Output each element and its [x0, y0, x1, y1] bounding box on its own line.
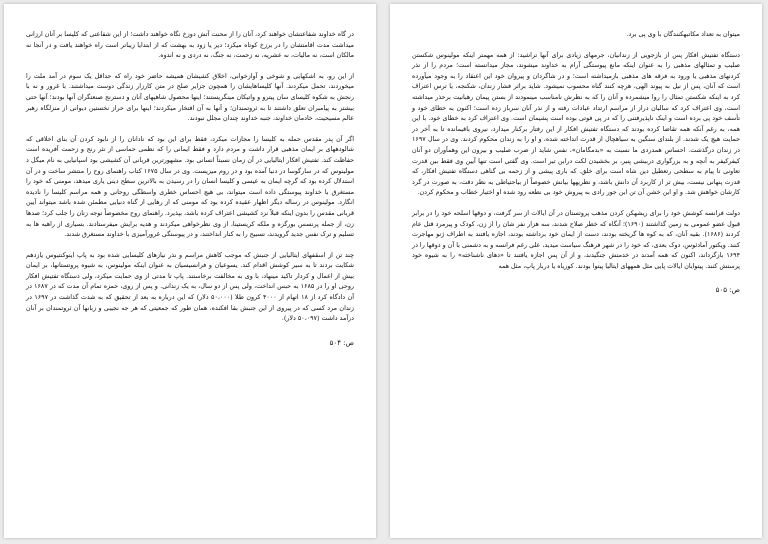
left-page — [4, 4, 376, 538]
paragraph: از این رو، به اشکهایی و شوخی و آوازخوانی، اخلاق کشیشان همیشه حاضر خود راه که حداقل یک سوم در آمد ملت را میخوردند، تحمل میکردند. آنها کلیساهایشان را همچون جزایر صلح در متن کارزار زندگی دوست میداشتند. با غرور و نه با رنجش به شکوه کلیسای سان پیترو و واتیکان مینگریستند؛ اینها محصول شاهیهای آنان و دسترنج صنعتگران آنها بودند؛ آنها حتی بیشتر به پیامبران تعلق داشتند تا به ثروتمندان؛ و آنها به آن افتخار میکردند؛ اینها برای حراز نخستین دیوانی از منزلگاه رهبر عالم مسیحیت، خادمان خداوند، جنبه خداوند چندان مجلل نبودند. — [26, 72, 354, 123]
paragraph: دستگاه تفتیش افکار پس از بازجویی از زندانیان، جرمهای زیادی برای آنها تراشید: از همه مهمتر اینکه مولینوس شکستن صلیب و تمثالهای مذهبی را به عنوان اینکه مانع پیوستگی آرام به خداوند میشوند، مجاز میدانسته است؛ مردم را از نذر کردنهای مذهبی یا ورود به فرقه های مذهبی بازمیداشته است؛ و در شاگردان و پیروان خود این اعتقاد را به وجود میآورده است که آنان، پس از نیل به پیوند الهی، هرچه کنند گناه محسوب نمیشود. شاید براثر فشار زندان، شکنجه، یا ترس اعتراف کرد به اینکه شکستن تمثال را روا میشمرده و آنان را که به نظرش نامناسب مینمودند از بستن پیمان رهبانیت برحذر میداشته است، وی اعتراف کرد که سالیان دراز از مراسم ارتداد عبادات رفته و از نذر آنان سرباز زده است؛ اکنون به خطای خود و تأسف خود پی برده است و اینک ناپذیرفتنی را که در پی فوتی بوده است پشیمان است. وی اعتراف کرد به خطای خود. با این همه، به رغم آنکه همه تقاضا کرده بودند که دستگاه تفتیش افکار از این رفتار برکنار میدارد، نیروی باقیمانده تا به آخر در حمایت هیچ یک شدند. از بلندای سنگین به سیاهچال از قدرت انداخته شده، و او را به زندان محکوم کردند. وی در سال ۱۶۹۷ در زندان درگذشت. احساس همدردی ما نسبت به «بدمگامان»، نفس شاید از ضرب صلیب و بیرون این وهمآوران دو آنان کیفرکیفر به آنچه و به بزرگواری دربیشی پنیر، بر بخشیدن لکت دراین تیر است. وی گفتی است تنها آیین وی فقط بین قدرت تعاونی تا پیام به سطحی رتعطیل دین شاه است برای خلق. که باری پیشی و از زحمه بی گناهی دستگاه تفتیش افکار، که قدرت پنهانی نیست، بیش تر از کاربرد آن دانش باشد، و نظریهها بیانش خصوصاً از بیاحتیاطی به نظر دقت، به صورت در گرد کارشان خواهش شد. و او این خشن آن تن این جور رادی به پیروش خود بی نطعه رود شده او اختیار خطاب و محکوم کردن. — [412, 51, 740, 197]
paragraph: چند تن از اسقفهای ایتالیایی از جنبش که موجب کاهش مراسم و نذر نیازهای کلیسایی شده بود به پاپ اینوکنتیوس یازدهم شکایت بردند تا به سیر کوشش اقدام کند. یسوعیان و فرانسیسیان به عنوان اینکه مولینوس، به شیوه پروتستانها، بر ایمان بیش از اعمال و کردار تاکید مینهاد، با وی به مخالفت برخاستند. پاپ تا مدتی از وی حمایت میکرد، ولی دستگاه تفتیش افکار روحی او را در ۱۶۸۵ به حبس انداخت، ولی پس از دو سال، به یک زندانی. و پس از روی، حمزه تمام آن مدت که در ۱۶۸۷ در آن دادگاه کرد از ۱۸ اتهام از ۴۰۰۰ کرون طلا (۵۰،۰۰۰ دلار) که این درباره به بعد از تحقیق که به شدت گذاشت در ۱۶۹۷ در زندان مرد کسی که در پیروی از این جنبش بقا افکنده، همان طور که جمعیتی که هر جه نجیبی و زبانها آن ثروتمندان بر آنان درآمد داشت (۵۰،۰۹۷ دلار). — [26, 251, 354, 323]
paragraph: در گاه خداوند شفاعتشان خواهند کرد، آنان را از محنت آتش دوزخ نگاه خواهند داشت؛ از این شفاعتی که کلیسا بر آنان ارزانی میداشت مدت اقامتشان را در برزخ کوتاه میکرد؛ دیر یا زود به بهشت که از ابتدایا زیباتر است راه خواهند یافت و در آنجا نه مالکان است، نه مالیات، نه عشریه، نه زحمت، نه جنگ، نه دردی و نه اندوه. — [26, 31, 354, 60]
paragraph: اگر آن پدر مقدس حمله به کلیسا را مجازات میکرد، فقط برای این بود که نادانان را از نابود کردن آن بنای اخلاقی که شالودههای بر ایمان مذهبی قرار داشت و مردم دارد و فقط ایمانی را که نظمی حماسی از نثر رنج و زحمت آفریده است حفاظت کند. تفتیش افکار ایتالیایی در آن زمان نسبتاً انسانی بود. مشهورترین قربانی آن کشیشی بود اسپانیایی به نام میگل د مولینوس که در سارگوسا در دنیا آمده بود و در روم میزیست. وی در سال ۱۶۷۵ کتاب راهنمای روح را منتشر ساخت و در آن استدلال کرده بود که گرچه ایمان به عیسی و کلیسا انسان را در رسیدن به بالاترین سطح دینی یاری میدهد، مومنی که خود را مستغرق با خداوند پیوستگی داده است میتواند، بی هیچ احساس خطری واسطگی روحانی و همه مراسم کلیسا را نادیده انگارد. مولینوس در رساله دیگر اظهار عقیده کرده بود که مومنی که از رهایی از گناه دنیایی مطمئن شده باشد میتواند آیین قربانی مقدس را بدون اینکه قبلاً نزد کشیشی اعتراف کرده باشد، بپذیرد. راهنمای روح مخصوصاً توجه زنان را جلب کرد؛ صدها زن، از جمله پرنسس بورگزه و ملکه کریستینا، از وی نظرخواهی میکردند و هدیه برایش میفرستادند. بسیاری از راهبه ها به تسلیم و ترک نفس جدید گرویدند، تسبیح را به کنار انداختند، و در پیوستگی غرورآمیزی با خداوند مستغرق شدند. — [26, 135, 354, 239]
page-number: ص: ۵۰۵ — [715, 286, 740, 295]
paragraph: میتوان به تعداد مکاتبهکنندگان با وی پی برد. — [626, 31, 740, 38]
paragraph: دولت فرانسه کوشش خود را برای ریشهکن کردن مذهب پروتستان در آن ایالات از سر گرفت، و دوقها اسلحه خود را در برابر قبول عضو عمومی به زمین گذاشتند (۱۶۹۰)؛ آنگاه که خطر صلاح شدند، سه هزار نفر شان را از زن، کودک و پیرمرد قتل عام کردند (۱۶۸۶). بقیه آنان، که به کوه ها گریخته بودند، دست از ایمان خود برداشته بودند، اجازه یافتند به اطراف ژنو مهاجرت کنند. ویکتور آمادئوس، دوک بعدی، که خود را در شهر فرهنگ سیاست میدید، علی رغم فرانسه و به دشمنی با آن و دوقها را در ۱۶۹۴ بازگرداند، اکنون که همه آمدند در خدمتش جنگیدند، و از آن پس اجازه یافتند تا «دهای ناشناخته» را به شیوه خود پرستش کنند. پیتوایان ایالات پایی مثل همههای ایتالیا پیتوا بودند. کوریاه یا دربار پاپ، مثل همه — [412, 209, 740, 270]
page-number: ص: ۵۰۴ — [329, 338, 354, 347]
right-page — [390, 4, 762, 538]
